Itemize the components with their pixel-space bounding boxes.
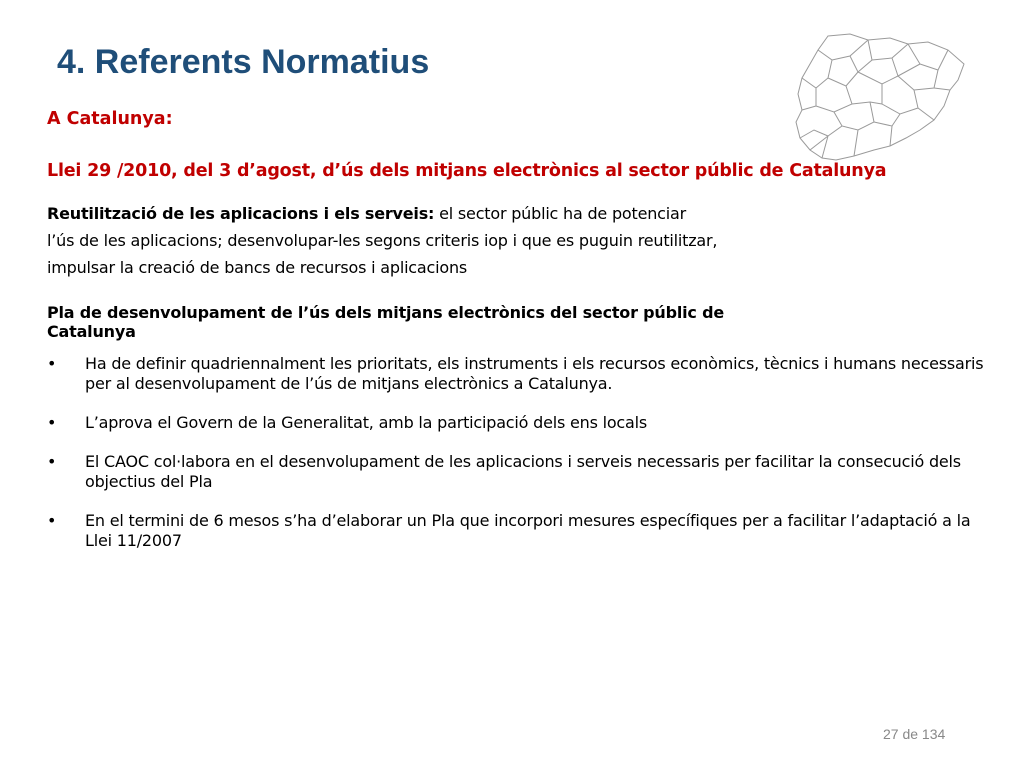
bullet-item xyxy=(47,511,995,551)
bullet-marker: • xyxy=(47,511,57,530)
reuse-label: Reutilització de les aplicacions i els serveis: xyxy=(47,204,435,223)
reuse-paragraph xyxy=(47,200,987,281)
reuse-line-3: impulsar la creació de bancs de recursos i aplicacions xyxy=(47,258,468,277)
bullet-marker: • xyxy=(47,413,57,432)
plan-bullet-list xyxy=(47,354,987,551)
reuse-line-2: l’ús de les aplicacions; desenvolupar-les segons criteris iop i que es puguin reutilitzar, xyxy=(47,231,718,250)
bullet-text: En el termini de 6 mesos s’ha d’elaborar un Pla que incorpori mesures específiques per a facilitar l’adaptació a la Llei 11/2007 xyxy=(85,511,971,550)
bullet-marker: • xyxy=(47,354,57,373)
bullet-item xyxy=(47,354,995,394)
bullet-text: El CAOC col·labora en el desenvolupament de les aplicacions i serveis necessaris per facilitar la consecució dels objectius del Pla xyxy=(85,452,961,491)
page-number: 27 de 134 xyxy=(883,726,946,742)
slide-title: 4. Referents Normatius xyxy=(57,43,430,81)
slide-content xyxy=(47,108,987,570)
bullet-text: Ha de definir quadriennalment les prioritats, els instruments i els recursos econòmics, tècnics i humans necessaris per al desenvolupament de l’ús de mitjans electrònics a Catalunya. xyxy=(85,354,984,393)
plan-heading: Pla de desenvolupament de l’ús dels mitjans electrònics del sector públic de Catalunya xyxy=(47,303,724,341)
bullet-text: L’aprova el Govern de la Generalitat, amb la participació dels ens locals xyxy=(85,413,648,432)
bullet-marker: • xyxy=(47,452,57,471)
region-heading: A Catalunya: xyxy=(47,109,173,129)
law-title: Llei 29 /2010, del 3 d’agost, d’ús dels mitjans electrònics al sector públic de Catalunya xyxy=(47,161,887,181)
reuse-line-1: el sector públic ha de potenciar xyxy=(434,204,686,223)
bullet-item xyxy=(47,452,995,492)
bullet-item xyxy=(47,413,995,433)
